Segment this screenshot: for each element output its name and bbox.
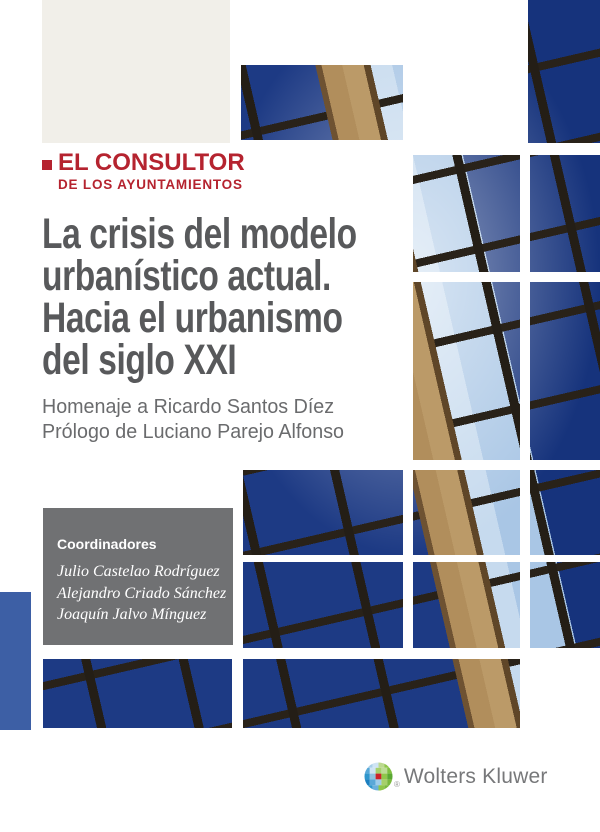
beige-block — [42, 0, 230, 143]
coordinators-heading: Coordinadores — [57, 536, 157, 552]
photo-tile — [241, 65, 403, 140]
brand-name: Wolters Kluwer — [403, 764, 548, 788]
subtitle-line: Prólogo de Luciano Parejo Alfonso — [42, 420, 344, 443]
photo-tile — [243, 659, 520, 728]
photo-tile — [413, 470, 520, 555]
coordinator-name: Julio Castelao Rodríguez — [57, 563, 220, 580]
solid-blue-square — [0, 592, 31, 730]
photo-tile — [243, 562, 403, 648]
wolters-kluwer-logo — [364, 762, 548, 791]
photo-tile — [530, 562, 600, 648]
photo-tile — [413, 562, 520, 648]
photo-tile — [43, 659, 232, 728]
book-subtitle — [42, 394, 357, 444]
photo-tile — [530, 155, 600, 272]
registered-trademark: ® — [394, 780, 400, 789]
photo-tile — [530, 470, 600, 555]
subtitle-line: Homenaje a Ricardo Santos Díez — [42, 395, 335, 418]
title-line: del siglo XXI — [42, 336, 237, 384]
title-line: urbanístico actual. — [42, 252, 331, 300]
coordinator-name: Alejandro Criado Sánchez — [57, 584, 227, 602]
wolters-kluwer-globe-icon — [364, 762, 393, 791]
publisher-subname: DE LOS AYUNTAMIENTOS — [58, 177, 243, 192]
photo-tile — [243, 470, 403, 555]
coordinator-name: Joaquín Jalvo Mínguez — [57, 606, 207, 623]
publisher-name: EL CONSULTOR — [58, 149, 245, 176]
book-title — [42, 210, 445, 384]
photo-tile — [530, 282, 600, 460]
photo-tile — [528, 0, 600, 143]
red-square-bullet-icon — [42, 160, 52, 170]
title-line: Hacia el urbanismo — [42, 294, 343, 342]
publisher-imprint — [42, 150, 245, 192]
coordinators-box — [43, 508, 233, 645]
title-line: La crisis del modelo — [42, 210, 357, 258]
